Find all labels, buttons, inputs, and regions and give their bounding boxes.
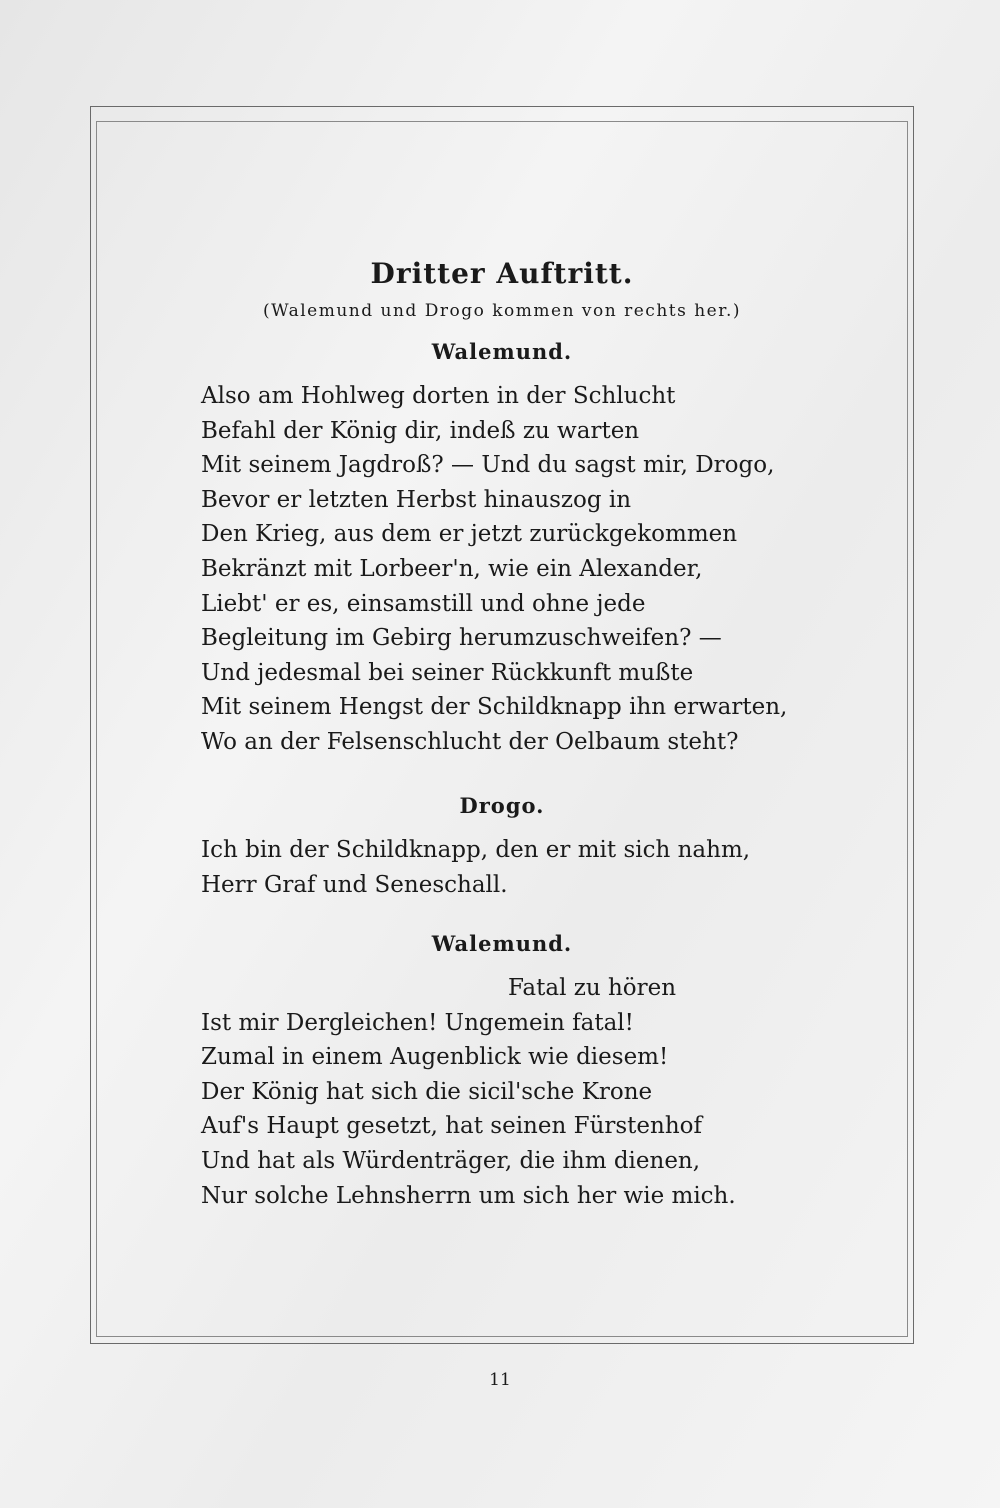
verse-line: Befahl der König dir, indeß zu warten — [201, 417, 640, 444]
verse-block — [201, 833, 750, 902]
verse-line: Auf's Haupt gesetzt, hat seinen Fürstenhof — [201, 1113, 703, 1140]
verse-line: Herr Graf und Seneschall. — [201, 871, 508, 898]
speaker-name: Walemund. — [431, 339, 573, 364]
verse-line: Und jedesmal bei seiner Rückkunft mußte — [201, 659, 694, 686]
scene-title: Dritter Auftritt. — [370, 257, 634, 290]
verse-line: Bevor er letzten Herbst hinauszog in — [201, 486, 632, 513]
speaker-name: Drogo. — [459, 793, 545, 818]
verse-line: Mit seinem Hengst der Schildknapp ihn erwarten, — [201, 694, 788, 721]
verse-line: Mit seinem Jagdroß? — Und du sagst mir, Drogo, — [201, 452, 775, 479]
verse-block — [201, 971, 736, 1213]
verse-line: Wo an der Felsenschlucht der Oelbaum steht? — [201, 728, 739, 755]
stage-direction: (Walemund und Drogo kommen von rechts her.) — [262, 301, 742, 321]
verse-line: Der König hat sich die sicil'sche Krone — [201, 1078, 653, 1105]
verse-line: Begleitung im Gebirg herumzuschweifen? — — [201, 625, 722, 652]
verse-line: Den Krieg, aus dem er jetzt zurückgekommen — [201, 521, 738, 548]
verse-line: Zumal in einem Augenblick wie diesem! — [201, 1044, 669, 1071]
page-content — [96, 121, 908, 1337]
verse-block — [201, 379, 787, 760]
verse-line: Fatal zu hören — [508, 975, 677, 1001]
verse-line: Bekränzt mit Lorbeer'n, wie ein Alexander, — [201, 555, 703, 582]
verse-line: Ist mir Dergleichen! Ungemein fatal! — [201, 1009, 634, 1036]
verse-line: Ich bin der Schildknapp, den er mit sich nahm, — [201, 837, 751, 863]
verse-line: Also am Hohlweg dorten in der Schlucht — [201, 383, 676, 409]
verse-line: Und hat als Würdenträger, die ihm dienen, — [201, 1147, 701, 1174]
speaker-name: Walemund. — [431, 931, 573, 956]
verse-line: Nur solche Lehnsherrn um sich her wie mich. — [201, 1182, 736, 1209]
page-number: 11 — [489, 1370, 511, 1390]
verse-line: Liebt' er es, einsamstill und ohne jede — [201, 590, 646, 617]
